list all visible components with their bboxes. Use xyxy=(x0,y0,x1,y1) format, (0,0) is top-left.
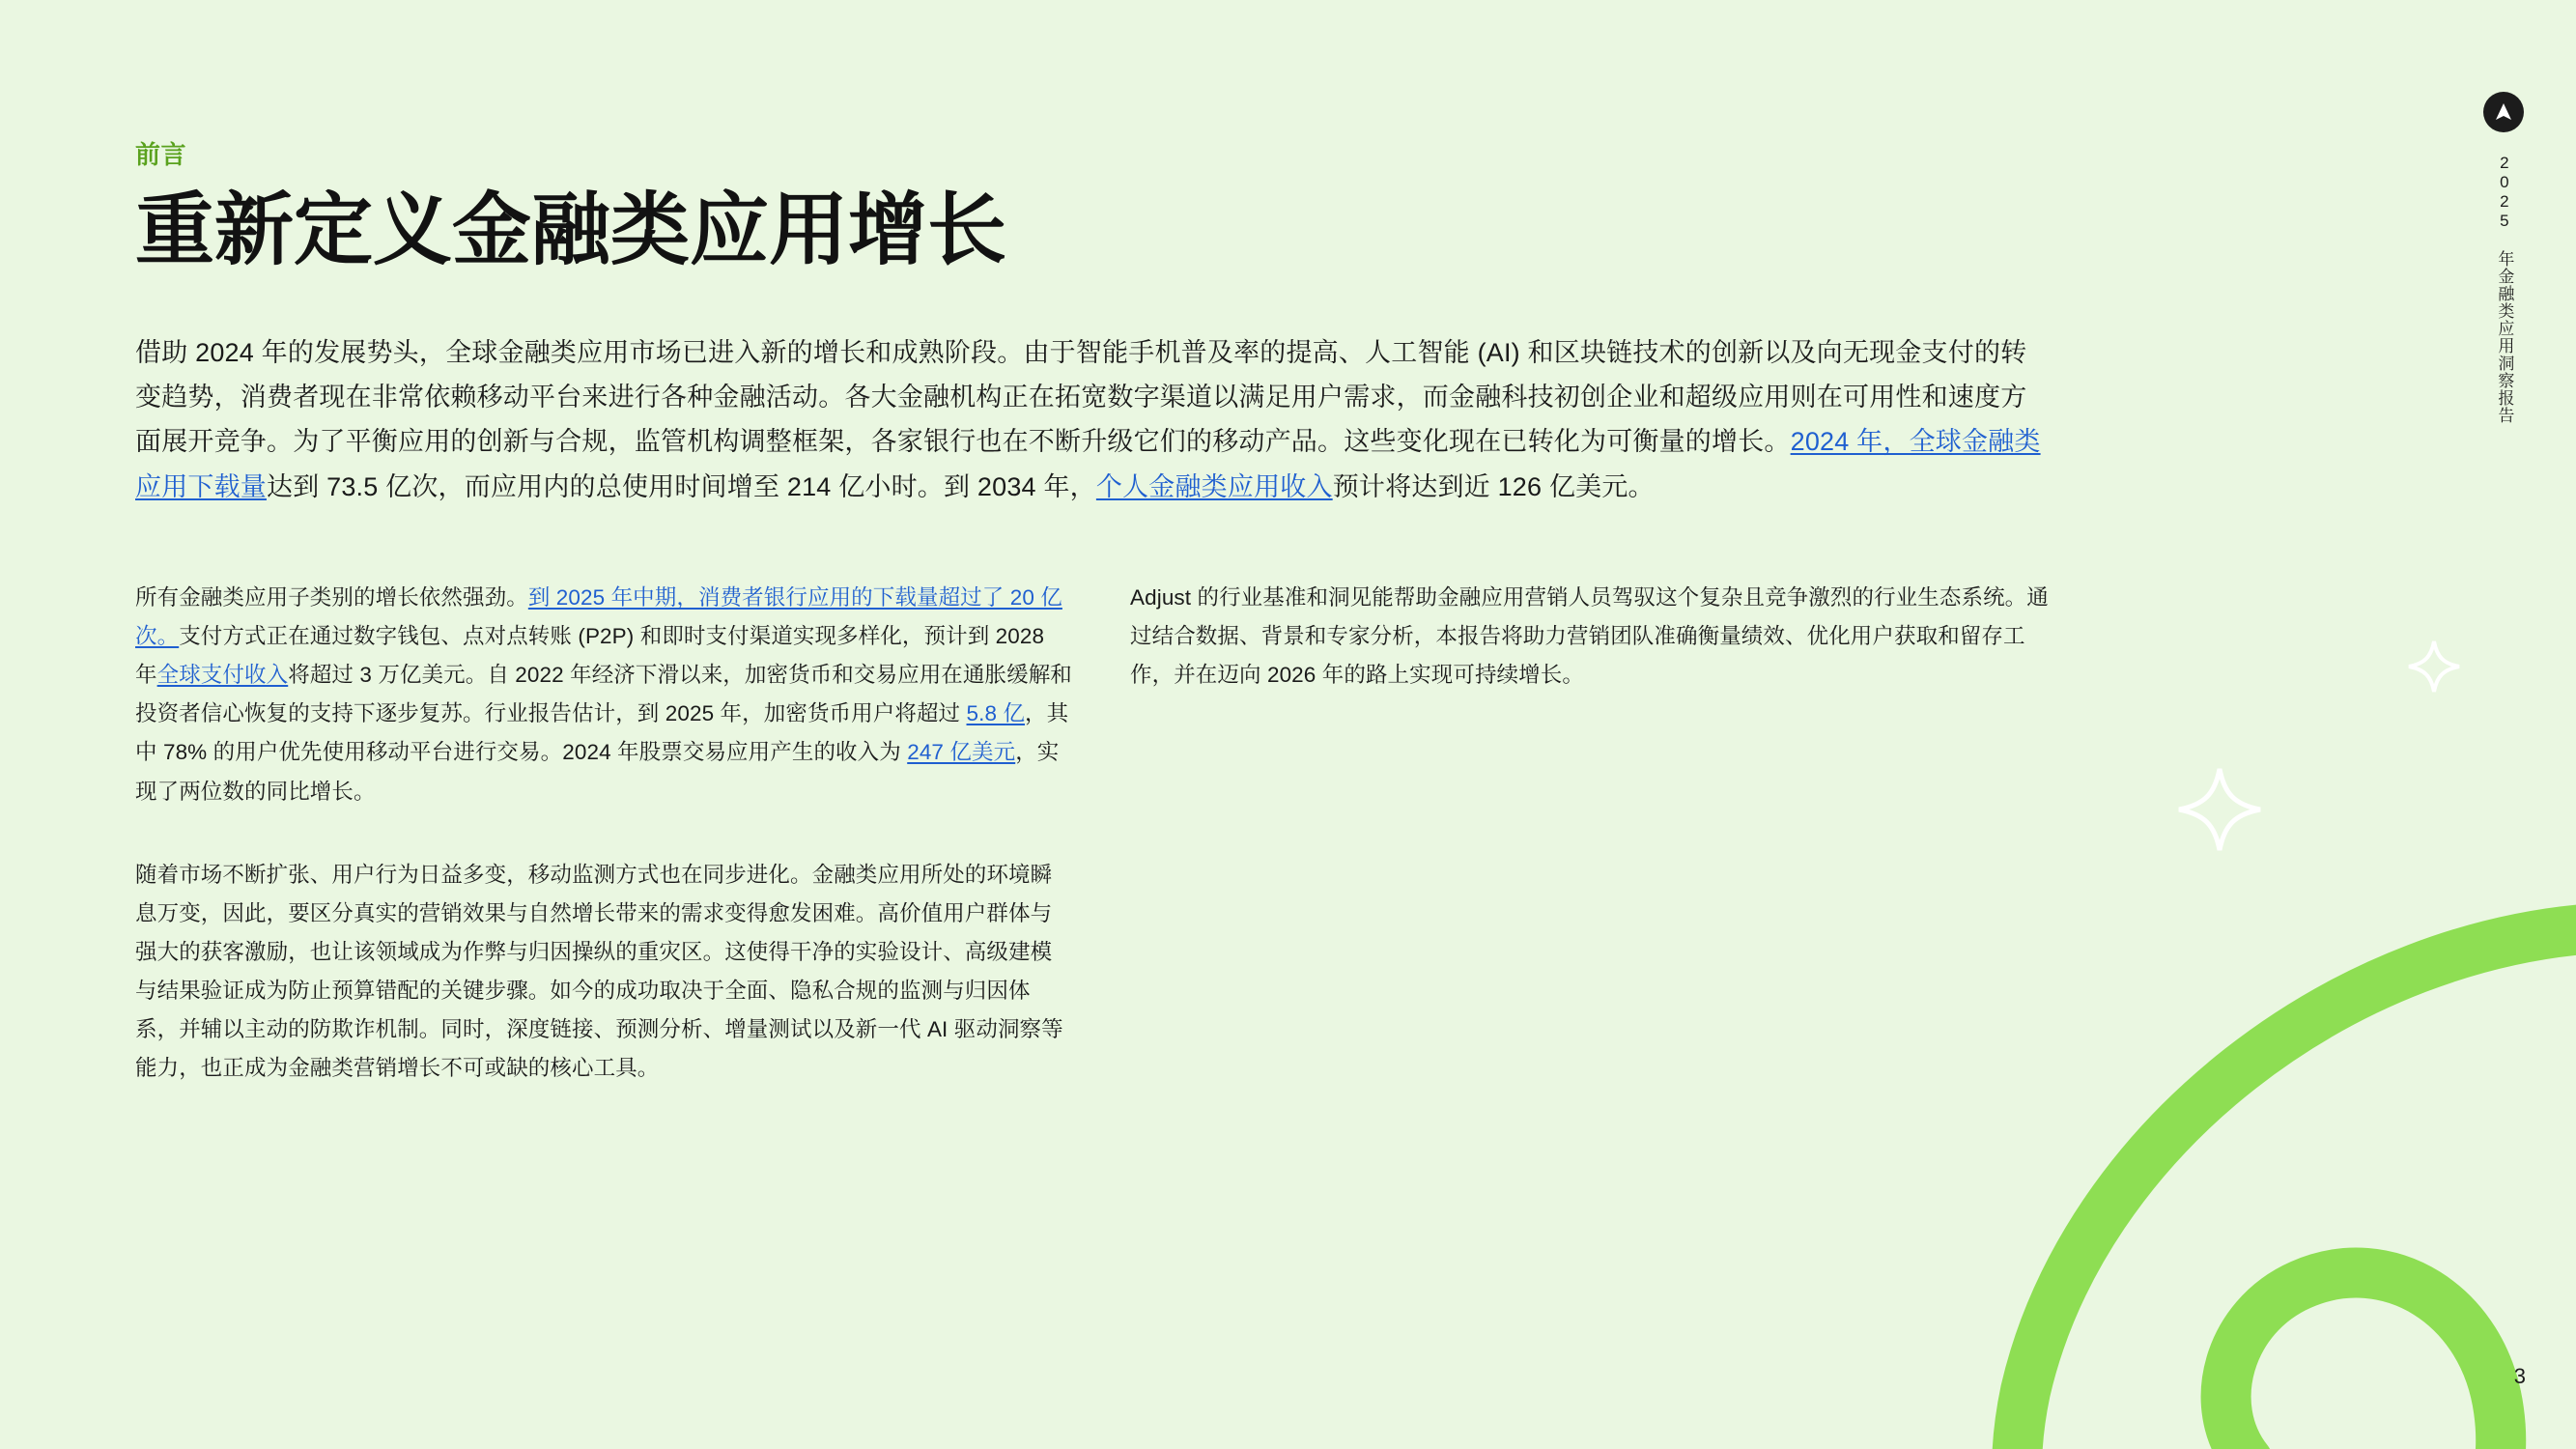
article-content xyxy=(135,135,2067,1088)
left-column-paragraph-1 xyxy=(135,579,1072,810)
lc-link-crypto-users[interactable]: 5.8 亿 xyxy=(966,701,1026,726)
side-rail-label: 2025 年金融类应用洞察报告 xyxy=(2495,154,2514,424)
lc-p1-d: ，其中 78% 的用户优先使用移动平台进行交易。2024 年股票交易应用产生的收入为 xyxy=(135,701,1069,765)
lc-link-global-payments[interactable]: 全球支付收入 xyxy=(156,663,289,688)
adjust-logo-icon xyxy=(2483,92,2524,132)
lede-text-part3: 预计将达到近 126 亿美元。 xyxy=(1332,471,1655,501)
lc-link-trading-revenue[interactable]: 247 亿美元 xyxy=(907,740,1016,765)
lc-p1-c: 将超过 3 万亿美元。自 2022 年经济下滑以来，加密货币和交易应用在通胀缓解和投资者信心恢复的支持下逐步复苏。行业报告估计，到 2025 年，加密货币用户将超过 xyxy=(135,663,1072,726)
left-column xyxy=(135,579,1072,1088)
right-column-paragraph-1: Adjust 的行业基准和洞见能帮助金融应用营销人员驾驭这个复杂且竞争激烈的行业生态系统。通过结合数据、背景和专家分析，本报告将助力营销团队准确衡量绩效、优化用户获取和留存工作，并在迈向 2026 年的路上实现可持续增长。 xyxy=(1130,585,2049,688)
right-column xyxy=(1130,579,2067,1088)
sparkle-icon-small xyxy=(2405,638,2463,700)
lede-paragraph xyxy=(135,330,2052,510)
lede-link-revenue[interactable]: 个人金融类应用收入 xyxy=(1095,471,1333,501)
two-column-body xyxy=(135,579,2067,1088)
lede-link-downloads[interactable]: 2024 年，全球金融类应用下载量 xyxy=(135,427,2041,501)
left-column-paragraph-2: 随着市场不断扩张、用户行为日益多变，移动监测方式也在同步进化。金融类应用所处的环境瞬息万变，因此，要区分真实的营销效果与自然增长带来的需求变得愈发困难。高价值用户群体与强大的获客激励，也让该领域成为作弊与归因操纵的重灾区。这使得干净的实验设计、高级建模与结果验证成为防止预算错配的关键步骤。如今的成功取决于全面、隐私合规的监测与归因体系，并辅以主动的防欺诈机制。同时，深度链接、预测分析、增量测试以及新一代 AI 驱动洞察等能力，也正成为金融类营销增长不可或缺的核心工具。 xyxy=(135,862,1063,1080)
section-eyebrow: 前言 xyxy=(135,140,187,169)
lc-p1-e: ，实现了两位数的同比增长。 xyxy=(135,740,1060,804)
page-number: 3 xyxy=(2513,1364,2526,1388)
sparkle-icon-large xyxy=(2173,763,2266,861)
lede-text-part2: 达到 73.5 亿次，而应用内的总使用时间增至 214 亿小时。到 2034 年， xyxy=(267,471,1096,501)
page-title: 重新定义金融类应用增长 xyxy=(135,186,1007,274)
lc-p1-b: 支付方式正在通过数字钱包、点对点转账 (P2P) 和即时支付渠道实现多样化，预计到 2028 年 xyxy=(135,624,1045,688)
lc-p1-a: 所有金融类应用子类别的增长依然强劲。 xyxy=(135,585,528,611)
lc-link-banking-downloads[interactable]: 到 2025 年中期，消费者银行应用的下载量超过了 20 亿次。 xyxy=(135,585,1062,649)
lede-text-part1: 借助 2024 年的发展势头，全球金融类应用市场已进入新的增长和成熟阶段。由于智能手机普及率的提高、人工智能 (AI) 和区块链技术的创新以及向无现金支付的转变趋势，消费者现在非常依赖移动平台来进行各种金融活动。各大金融机构正在拓宽数字渠道以满足用户需求，而金融科技初创企业和超级应用则在可用性和速度方面展开竞争。为了平衡应用的创新与合规，监管机构调整框架，各家银行也在不断升级它们的移动产品。这些变化现在已转化为可衡量的增长。 xyxy=(135,337,2027,457)
side-rail xyxy=(2470,92,2537,424)
